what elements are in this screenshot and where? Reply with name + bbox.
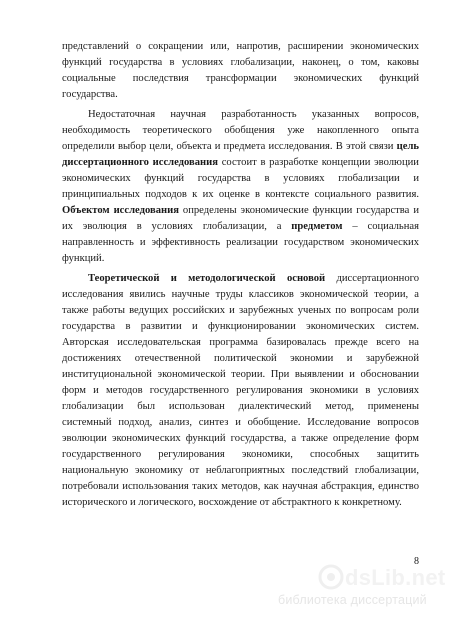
text-line: социальные последствия трансформации экономических функций (62, 73, 419, 84)
text-line: диссертационного исследования состоит в разработке концепции эволюции (62, 157, 419, 168)
text-line: глобализации был использован диалектический метод, применены (62, 401, 419, 412)
text-line: достижениях отечественной политической экономии и зарубежной (62, 353, 419, 364)
text-line: направленность и эффективность реализации государством экономических (62, 237, 419, 248)
text-line: исторического и логического, восхождение от абстрактного к конкретному. (62, 497, 402, 508)
text-line: их эволюция в условиях глобализации, а предметом – социальная (62, 221, 419, 232)
text-line: потребовали использования таких методов, как научная абстракция, единство (62, 481, 419, 492)
text-line: функций государства в условиях глобализации, наконец, о том, каковы (62, 57, 419, 68)
dslib-logo-icon (318, 564, 344, 590)
text-line: государства в развитии и функционировании экономических систем. (62, 321, 419, 332)
text-line: исследования явились научные труды классиков экономической теории, а (62, 289, 419, 300)
text-line: эволюции экономических функций государства, а также определение форм (62, 433, 419, 444)
text-line: представлений о сокращении или, напротив, расширении экономических (62, 41, 419, 52)
text-line: функций. (62, 253, 105, 264)
text-line: определили выбор цели, объекта и предмета исследования. В этой связи цель (62, 141, 419, 152)
watermark-logo: dsLib.net (345, 565, 446, 590)
text-line: также работы ведущих российских и зарубежных ученых по вопросам роли (62, 305, 419, 316)
text-line: институциональной экономической теории. При выявлении и обосновании (62, 369, 419, 380)
text-line: Авторская исследовательская программа базировалась прежде всего на (62, 337, 419, 348)
text-line: системный подход, анализ, синтез и обобщение. Исследование вопросов (62, 417, 419, 428)
text-line: Объектом исследования определены экономические функции государства и (62, 205, 419, 216)
text-line: Теоретической и методологической основой диссертационного (88, 273, 419, 284)
text-line: необходимость теоретического обобщения уже накопленного опыта (62, 125, 419, 136)
text-line: государственного регулирования экономики, способных защитить (62, 449, 419, 460)
text-line: национальную экономику от неблагоприятных последствий глобализации, (62, 465, 419, 476)
watermark-subtitle: библиотека диссертаций (278, 593, 427, 607)
text-line: форм и методов государственного регулирования экономики в условиях (62, 385, 419, 396)
text-line: экономических функций государства в условиях глобализации и (62, 173, 419, 184)
text-line: государства. (62, 89, 118, 100)
page-number: 8 (414, 556, 419, 567)
text-line: принципиальных подходов к их оценке в контексте социального развития. (62, 189, 419, 200)
text-line: Недостаточная научная разработанность указанных вопросов, (88, 109, 419, 120)
